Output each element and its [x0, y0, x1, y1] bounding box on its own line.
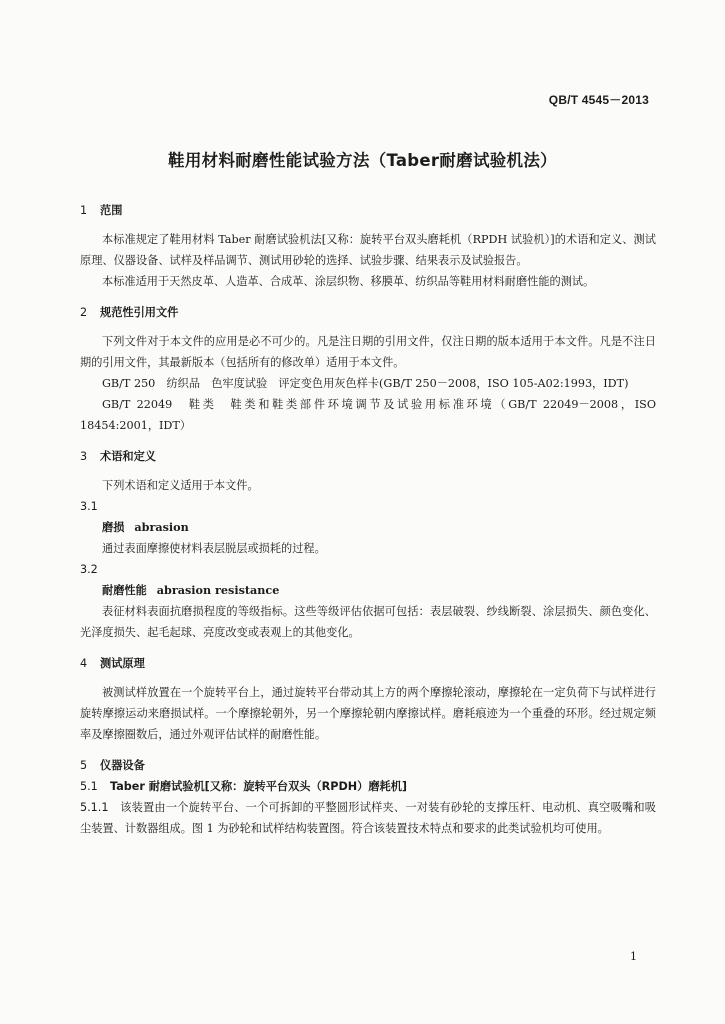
section-number: 2: [80, 306, 88, 319]
document-body: [80, 200, 656, 839]
section-heading-apparatus: [80, 755, 656, 776]
clause-text: 该装置由一个旋转平台、一个可拆卸的平整圆形试样夹、一对装有砂轮的支撑压杆、电动机、真空吸嘴和吸尘装置、计数器组成。图 1 为砂轮和试样结构装置图。符合该装置技术特点和要求的此类试验机均可使用。: [80, 801, 656, 835]
reference-item: GB/T 22049 鞋类 鞋类和鞋类部件环境调节及试验用标准环境（GB/T 22049－2008，ISO 18454:2001，IDT）: [80, 398, 656, 432]
subsection-number: 5.1: [80, 780, 98, 793]
term-english: abrasion: [134, 520, 189, 534]
paragraph: 被测试样放置在一个旋转平台上，通过旋转平台带动其上方的两个摩擦轮滚动，摩擦轮在一定负荷下与试样进行旋转摩擦运动来磨损试样。一个摩擦轮朝外，另一个摩擦轮朝内摩擦试样。磨耗痕迹为一个重叠的环形。经过规定频率及摩擦圈数后，通过外观评估试样的耐磨性能。: [80, 686, 656, 741]
paragraph: 下列文件对于本文件的应用是必不可少的。凡是注日期的引用文件，仅注日期的版本适用于本文件。凡是不注日期的引用文件，其最新版本（包括所有的修改单）适用于本文件。: [80, 335, 656, 369]
reference-item: GB/T 250 纺织品 色牢度试验 评定变色用灰色样卡(GB/T 250－2008，ISO 105-A02:1993，IDT): [102, 377, 629, 390]
document-title: 鞋用材料耐磨性能试验方法（Taber耐磨试验机法）: [168, 151, 557, 170]
term-chinese: 磨损: [102, 520, 125, 534]
section-number: 1: [80, 204, 88, 217]
paragraph: 本标准规定了鞋用材料 Taber 耐磨试验机法[又称：旋转平台双头磨耗机（RPDH 试验机）]的术语和定义、测试原理、仪器设备、试样及样品调节、测试用砂轮的选择、试验步骤、结果表示及试验报告。: [80, 233, 656, 267]
term-english: abrasion resistance: [156, 583, 280, 597]
paragraph: 本标准适用于天然皮革、人造革、合成革、涂层织物、移膜革、纺织品等鞋用材料耐磨性能的测试。: [102, 275, 595, 288]
clause-number: 5.1.1: [80, 801, 109, 814]
section-heading-normative-references: [80, 302, 656, 323]
page-number: 1: [630, 950, 637, 963]
term-definition: 表征材料表面抗磨损程度的等级指标。这些等级评估依据可包括：表层破裂、纱线断裂、涂层损失、颜色变化、光泽度损失、起毛起球、亮度改变或表观上的其他变化。: [80, 605, 656, 639]
section-number: 3: [80, 450, 88, 463]
subsection-title: Taber 耐磨试验机[又称：旋转平台双头（RPDH）磨耗机]: [110, 780, 407, 793]
subsection-heading: [80, 776, 656, 797]
section-title: 仪器设备: [100, 759, 145, 772]
term-chinese: 耐磨性能: [102, 583, 147, 597]
paragraph: 下列术语和定义适用于本文件。: [102, 479, 259, 492]
term-definition: 通过表面摩擦使材料表层脱层或损耗的过程。: [102, 542, 326, 555]
term-number: 3.1: [80, 500, 98, 513]
section-heading-principle: [80, 653, 656, 674]
section-title: 规范性引用文件: [100, 306, 179, 319]
term-entry: [80, 580, 656, 601]
section-number: 5: [80, 759, 88, 772]
section-number: 4: [80, 657, 88, 670]
section-title: 测试原理: [100, 657, 145, 670]
term-entry: [80, 517, 656, 538]
term-number: 3.2: [80, 563, 98, 576]
section-title: 范围: [100, 204, 123, 217]
clause: [80, 797, 656, 839]
section-title: 术语和定义: [100, 450, 156, 463]
section-heading-scope: [80, 200, 656, 221]
section-heading-terms: [80, 446, 656, 467]
standard-number: QB/T 4545－2013: [548, 93, 649, 107]
